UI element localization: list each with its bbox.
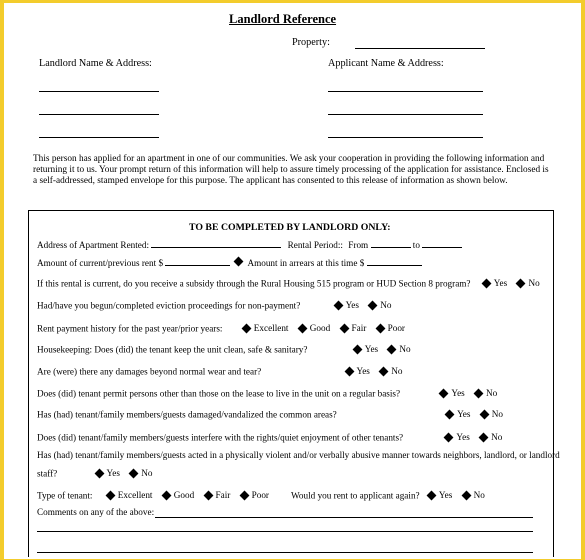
rental-period-label: Rental Period::: [287, 240, 343, 250]
rent-row: [37, 257, 422, 268]
diamond-icon: [368, 300, 378, 310]
q2-yes[interactable]: Yes: [333, 300, 359, 310]
landlord-address-line-2[interactable]: [39, 114, 159, 115]
type-excellent[interactable]: Excellent: [105, 490, 153, 500]
diamond-icon: [344, 366, 354, 376]
q9-text-end: staff?: [37, 468, 58, 479]
to-label: to: [412, 240, 420, 250]
applicant-address-line-2[interactable]: [328, 114, 483, 115]
q8-no[interactable]: No: [478, 432, 502, 442]
diamond-icon: [439, 388, 449, 398]
diamond-icon: [352, 344, 362, 354]
page-title: Landlord Reference: [229, 12, 337, 26]
q8-yes[interactable]: Yes: [443, 432, 469, 442]
property-label: Property:: [292, 37, 330, 48]
q3-poor[interactable]: Poor: [375, 323, 405, 333]
comments-label: Comments on any of the above:: [37, 507, 155, 517]
landlord-section: [28, 210, 560, 557]
q6-unauthorized-occupants: [37, 388, 503, 399]
rent-again-row: [291, 490, 491, 501]
diamond-icon: [339, 323, 349, 333]
q6-no[interactable]: No: [473, 388, 497, 398]
q1-no[interactable]: No: [515, 278, 539, 288]
property-field[interactable]: [355, 48, 485, 49]
diamond-icon: [161, 490, 171, 500]
q4-text: Housekeeping: Does (did) the tenant keep the unit clean, safe & sanitary?: [37, 344, 308, 355]
rent-amount-field[interactable]: [165, 257, 230, 266]
q5-damages: [37, 366, 408, 377]
applicant-address-line-3[interactable]: [328, 137, 483, 138]
diamond-icon: [105, 490, 115, 500]
diamond-icon: [129, 468, 139, 478]
landlord-address-line-3[interactable]: [39, 137, 159, 138]
comments-line-2[interactable]: [37, 531, 533, 532]
from-field[interactable]: [371, 239, 411, 248]
q9-yes[interactable]: Yes: [94, 468, 120, 478]
q7-no[interactable]: No: [479, 409, 503, 419]
rent-again-no[interactable]: No: [461, 490, 485, 500]
diamond-icon: [479, 409, 489, 419]
q3-excellent[interactable]: Excellent: [241, 323, 289, 333]
q7-common-areas: [37, 409, 509, 420]
comments-line-1[interactable]: [155, 517, 533, 518]
rent-again-label: Would you rent to applicant again?: [291, 490, 420, 501]
diamond-icon: [239, 490, 249, 500]
q9-no[interactable]: No: [128, 468, 152, 478]
q5-text: Are (were) there any damages beyond normal wear and tear?: [37, 366, 262, 377]
diamond-icon: [233, 257, 243, 267]
intro-paragraph: This person has applied for an apartment in one of our communities. We ask your cooperation in providing the following information and returning it to us. Your prompt return of this information will help to assure timely processing of the application for assistance. Enclosed is a self-addressed, stamped envelope for this purpose. The applicant has consented to this release of information as shown below.: [33, 154, 549, 187]
address-label: Address of Apartment Rented:: [37, 240, 150, 250]
diamond-icon: [387, 344, 397, 354]
landlord-address-line-1[interactable]: [39, 91, 159, 92]
q8-quiet-enjoyment: [37, 432, 508, 443]
applicant-address-line-1[interactable]: [328, 91, 483, 92]
applicant-name-address-label: Applicant Name & Address:: [328, 58, 444, 69]
diamond-icon: [379, 366, 389, 376]
section-title: TO BE COMPLETED BY LANDLORD ONLY:: [189, 222, 391, 233]
q3-payment-history: [37, 323, 411, 334]
diamond-icon: [444, 432, 454, 442]
diamond-icon: [461, 490, 471, 500]
q2-no[interactable]: No: [367, 300, 391, 310]
diamond-icon: [479, 432, 489, 442]
arrears-field[interactable]: [367, 257, 422, 266]
from-label: From: [348, 240, 369, 250]
document-page: [4, 3, 581, 559]
q3-fair[interactable]: Fair: [339, 323, 367, 333]
diamond-icon: [481, 278, 491, 288]
q2-eviction: [37, 300, 398, 311]
q3-good[interactable]: Good: [297, 323, 330, 333]
diamond-icon: [94, 468, 104, 478]
diamond-icon: [445, 409, 455, 419]
tenant-type-row: [37, 490, 275, 501]
rent-again-yes[interactable]: Yes: [426, 490, 452, 500]
diamond-icon: [203, 490, 213, 500]
rent-amount-label: Amount of current/previous rent $: [37, 258, 164, 268]
q4-yes[interactable]: Yes: [352, 344, 378, 354]
q5-yes[interactable]: Yes: [344, 366, 370, 376]
q6-text: Does (did) tenant permit persons other than those on the lease to live in the unit on a regular basis?: [37, 388, 401, 399]
address-row: [37, 239, 462, 250]
q1-subsidy: [37, 278, 546, 289]
type-poor[interactable]: Poor: [239, 490, 269, 500]
diamond-icon: [516, 278, 526, 288]
to-field[interactable]: [422, 239, 462, 248]
q1-yes[interactable]: Yes: [481, 278, 507, 288]
type-fair[interactable]: Fair: [203, 490, 231, 500]
arrears-label: Amount in arrears at this time $: [247, 258, 365, 268]
q9-violence-text: Has (had) tenant/family members/guests acted in a physically violent and/or verbally abusive manner towards neighbors, landlord, or landlord: [37, 450, 560, 460]
diamond-icon: [426, 490, 436, 500]
diamond-icon: [333, 300, 343, 310]
diamond-icon: [474, 388, 484, 398]
q7-text: Has (had) tenant/family members/guests damaged/vandalized the common areas?: [37, 409, 337, 420]
diamond-icon: [297, 323, 307, 333]
comments-line-3[interactable]: [37, 552, 533, 553]
type-good[interactable]: Good: [161, 490, 194, 500]
q5-no[interactable]: No: [378, 366, 402, 376]
q1-text: If this rental is current, do you receive a subsidy through the Rural Housing 515 program or HUD Section 8 program?: [37, 278, 471, 289]
q6-yes[interactable]: Yes: [438, 388, 464, 398]
q4-no[interactable]: No: [386, 344, 410, 354]
q4-housekeeping: [37, 344, 417, 355]
q7-yes[interactable]: Yes: [444, 409, 470, 419]
diamond-icon: [241, 323, 251, 333]
tenant-type-label: Type of tenant:: [37, 490, 93, 501]
q3-text: Rent payment history for the past year/prior years:: [37, 323, 223, 334]
diamond-icon: [375, 323, 385, 333]
address-field[interactable]: [151, 239, 281, 248]
q9-violence-row2: [37, 468, 158, 479]
q8-text: Does (did) tenant/family members/guests interfere with the rights/quiet enjoyment of other tenants?: [37, 432, 404, 443]
landlord-name-address-label: Landlord Name & Address:: [39, 58, 152, 69]
q2-text: Had/have you begun/completed eviction proceedings for non-payment?: [37, 300, 301, 311]
